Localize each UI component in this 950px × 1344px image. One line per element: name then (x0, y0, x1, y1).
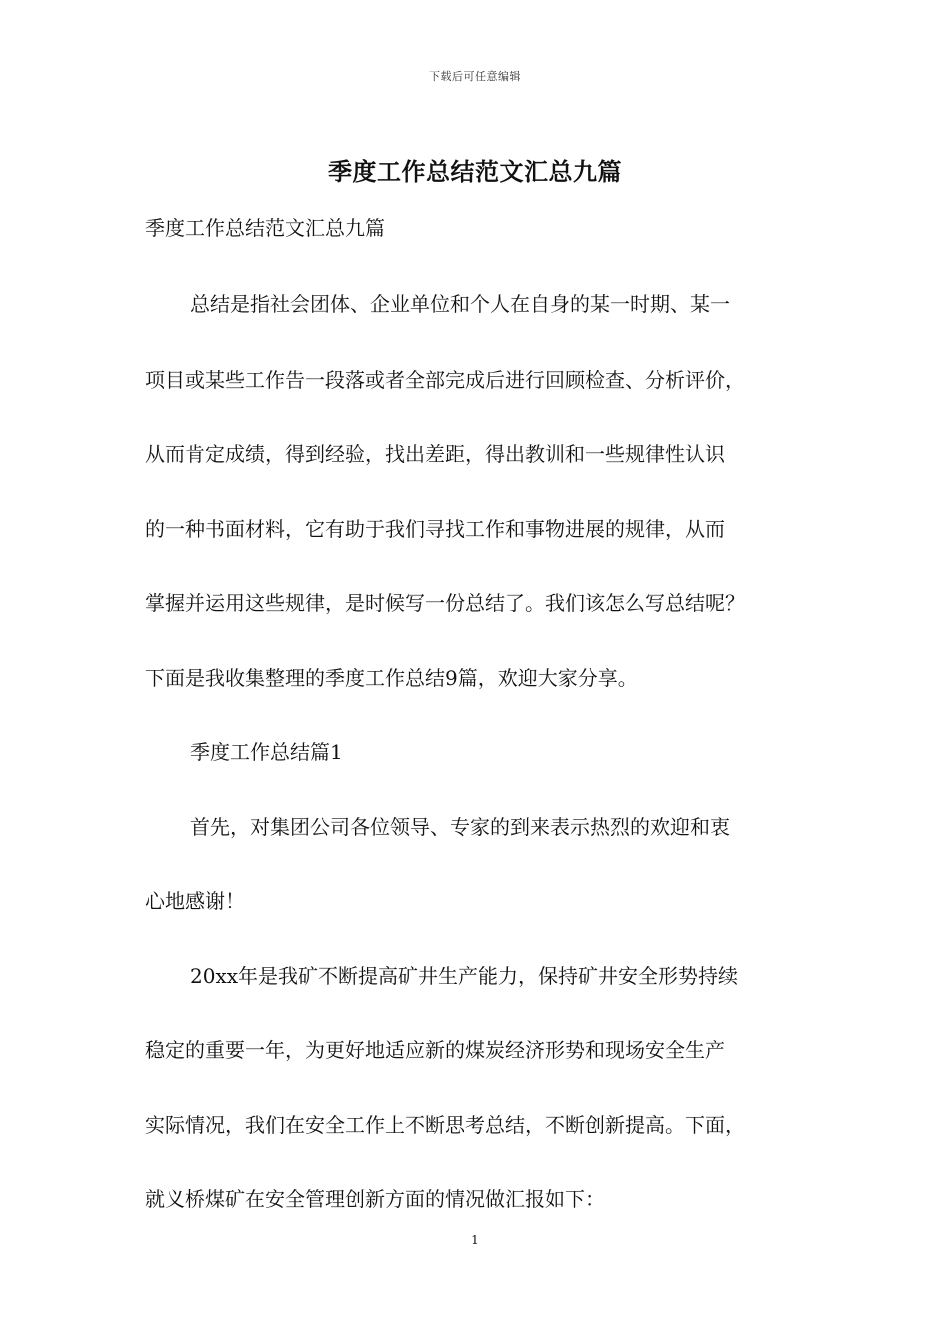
paragraph-line: 20xx年是我矿不断提高矿井生产能力，保持矿井安全形势持续 (190, 964, 739, 988)
paragraph-line: 首先，对集团公司各位领导、专家的到来表示热烈的欢迎和衷 (190, 815, 730, 839)
paragraph-line: 总结是指社会团体、企业单位和个人在自身的某一时期、某一 (190, 292, 730, 316)
section-heading: 季度工作总结篇1 (190, 740, 343, 764)
paragraph-line: 稳定的重要一年，为更好地适应新的煤炭经济形势和现场安全生产 (145, 1038, 725, 1062)
paragraph-line: 掌握并运用这些规律，是时候写一份总结了。我们该怎么写总结呢？ (145, 591, 745, 615)
paragraph-line: 的一种书面材料，它有助于我们寻找工作和事物进展的规律，从而 (145, 517, 725, 541)
paragraph-line: 从而肯定成绩，得到经验，找出差距，得出教训和一些规律性认识 (145, 442, 725, 466)
document-title: 季度工作总结范文汇总九篇 (328, 157, 622, 186)
paragraph-line: 项目或某些工作告一段落或者全部完成后进行回顾检查、分析评价， (145, 368, 745, 392)
paragraph-line: 就义桥煤矿在安全管理创新方面的情况做汇报如下： (145, 1187, 605, 1211)
page-number: 1 (471, 1233, 479, 1247)
paragraph-line: 实际情况，我们在安全工作上不断思考总结，不断创新提高。下面， (145, 1113, 745, 1137)
paragraph-line: 心地感谢！ (145, 889, 245, 913)
document-subtitle: 季度工作总结范文汇总九篇 (145, 216, 385, 240)
header-note: 下载后可任意编辑 (429, 70, 521, 83)
paragraph-line: 下面是我收集整理的季度工作总结9篇，欢迎大家分享。 (145, 666, 638, 690)
